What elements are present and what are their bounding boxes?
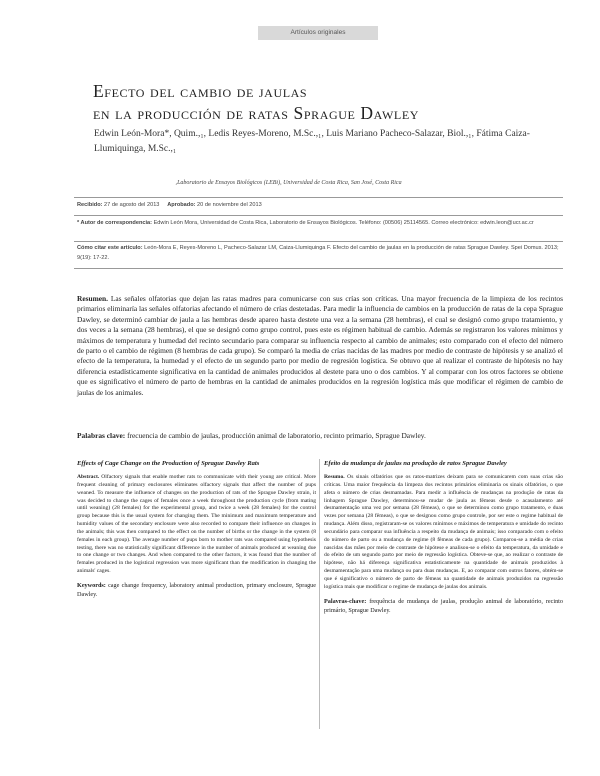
abstract-text: Olfactory signals that enable mother rats to communicate with their young are critical. More frequent cleaning of primary enclosures eliminates olfactory signals that affect the number of pups weaned. To measure the influence of changes on the production of rats of the Sprague Dawley strain, it was decided to change the cages of females once a week throughout the production cycle (from mating until weaning) (28 females) for the experimental group, and twice a week (28 females) for the control group because this is the usual system for changing them. The minimum and maximum temperature and humidity values of the secondary enclosure were also recorded to compare their influence on changes in the animals; this was then compared to the effect on the number of births or the change in the system (8 females in each group). The average number of pups born to mother rats was compared using hypothesis testing, there was no statistically significant difference in the number of animals produced at weaning due to one change or two changes. And when compared to the other factors, it was found that the number of females produced in the logistical regression was more significant than the modification in changing the animals' cages.: [77, 474, 316, 575]
citation: [77, 244, 563, 263]
received-date: 27 de agosto del 2013: [104, 202, 160, 208]
title-line-1: Efecto del cambio de jaulas: [93, 81, 308, 101]
divider: [74, 215, 563, 216]
palabras-clave: [77, 431, 563, 441]
approved-date: 20 de noviembre del 2013: [197, 202, 262, 208]
palabras-clave-text: frecuencia de cambio de jaulas, producción animal de laboratorio, recinto primario, Sprague Dawley.: [127, 431, 426, 440]
dates: [77, 201, 563, 211]
english-column: [77, 459, 316, 599]
portuguese-keywords: [324, 597, 563, 615]
resumo-text: Os sinais olfatórios que os ratos-matrizes deixam para se comunicarem com suas crias são críticas. Uma maior frequência da limpeza dos recintos primários eliminaria os sinais olfatórios, o que afeta o número de crias desmamadas. Para medir a influência de mudanças na produção de ratas da linhagem Sprague Dawley, determinou-se mudar de jaula as fêmeas desde o acasalamento até desmamentação uma vez por semana (28 fêmeas), o que se determinou como grupo tratamento, e duas vezes por semana (28 fêmeas), o que se designou como grupo controle, por ser este o regime habitual de mudança. Além disso, registraram-se os valores mínimos e máximos de temperatura e umidade do recinto secundário para comparar sua influência a respeito da mudança de animais; isso comparado com o efeito do número de parto ou a mudança de regime (8 fêmeas de cada grupo). Comparou-se a média de crias nascidas das mães por meio de contraste de hipótese e analisou-se o efeito da temperatura, da umidade e do efeito de um segundo parto por meio de regressão logística. Obteve-se que, ao realizar o contraste de hipótese, não há diferença significativa estatisticamente na quantidade de animais produzidos à desmamentação para uma mudança ou para duas mudanças. E, ao comparar com outros fatores, obtém-se que é significativo o número de parto de fêmeas na quantidade de animais produzidos na regressão logística mais que modificar o regime de mudança de jaulas dos animais.: [324, 474, 563, 590]
english-abstract: [77, 474, 316, 576]
palavras-chave-text: frequência de mudança de jaulas, produção animal de laboratório, recinto primário, Sprague Dawley.: [324, 597, 563, 614]
column-divider: [319, 459, 320, 729]
correspondence-label: * Autor de correspondencia:: [77, 220, 153, 226]
citation-text: León-Mora E, Reyes-Moreno L, Pacheco-Salazar LM, Caiza-Llumiquinga F. Efecto del cambio de jaulas en la producción de ratas Sprague Dawley. Spei Domus. 2013; 9(19): 17-22.: [77, 245, 559, 261]
palavras-chave-label: Palavras-chave:: [324, 597, 367, 605]
article-title: [93, 80, 419, 124]
correspondence: [77, 219, 563, 229]
portuguese-title: Efeito da mudança de jaulas na produção de ratos Sprague Dawley: [324, 460, 507, 467]
english-title: Effects of Cage Change on the Production of Sprague Dawley Rats: [77, 460, 260, 467]
authors: Edwin León-Mora*, Quim.,₁, Ledis Reyes-Moreno, M.Sc.,₁, Luis Mariano Pacheco-Salazar, Biol.,₁, Fátima Caiza-Llumiquinga, M.Sc.,₁: [94, 129, 530, 154]
title-line-2: en la producción de ratas Sprague Dawley: [93, 103, 420, 123]
palabras-clave-label: Palabras clave:: [77, 431, 126, 440]
divider: [74, 268, 563, 269]
divider: [74, 241, 563, 242]
keywords-text: cage change frequency, laboratory animal production, primary enclosure, Sprague Dawley.: [77, 581, 317, 598]
keywords-label: Keywords:: [77, 581, 106, 589]
resumo-label: Resumo.: [324, 474, 345, 480]
portuguese-column: [324, 459, 563, 615]
divider: [74, 197, 563, 198]
citation-label: Cómo citar este artículo:: [77, 245, 143, 251]
english-keywords: [77, 581, 316, 599]
resumen-text: Las señales olfatorias que dejan las ratas madres para comunicarse con sus crías son críticas. Una mayor frecuencia de la limpieza de los recintos primarios eliminaría las señales olfatorias afectando el número de crías destetadas. Para medir la influencia de cambios en la producción de ratas de la cepa Sprague Dawley, se determinó cambiar de jaula a las hembras desde apareo hasta destete una vez a la semana (28 hembras), el cual se designó como grupo tratamiento, y dos veces a la semana (28 hembras), el que se designó como grupo control, pues este es régimen habitual de cambio. Además se registraron los valores mínimos y máximos de temperatura y humedad del recinto secundario para comparar su influencia respecto al cambio de animales; esto comparado con el efecto del número de parto o el cambio de régimen (8 hembras de cada grupo). Se comparó la media de crías nacidas de las madres por medio de contraste de hipótesis y se analizó el efecto de la temperatura, la humedad y el efecto de un segundo parto por medio de regresión logística. Se obtuvo que al realizar el contraste de hipótesis no hay diferencia estadísticamente significativa en la cantidad de animales producidos al destete para uno o dos cambios. Y al comparar con los otros factores se obtiene que es significativo el número de parto de hembras en la cantidad de animales producidos en la regresión logística más que modificar el régimen de cambio de jaulas de los animales.: [77, 294, 563, 397]
resumen-label: Resumen.: [77, 294, 108, 303]
received-label: Recibido:: [77, 202, 103, 208]
abstract-label: Abstract.: [77, 474, 100, 480]
correspondence-text: Edwin León Mora, Universidad de Costa Rica, Laboratorio de Ensayos Biológicos. Teléfono: (00506) 25114565. Correo electrónico: edwin.leon@ucr.ac.cr: [153, 220, 534, 226]
affiliation: ₁Laboratorio de Ensayos Biológicos (LEBi), Universidad de Costa Rica, San José, Costa Rica: [175, 180, 402, 186]
approved-label: Aprobado:: [167, 202, 196, 208]
resumen: [77, 294, 563, 398]
portuguese-resumo: [324, 474, 563, 592]
section-tag: Artículos originales: [258, 26, 378, 40]
